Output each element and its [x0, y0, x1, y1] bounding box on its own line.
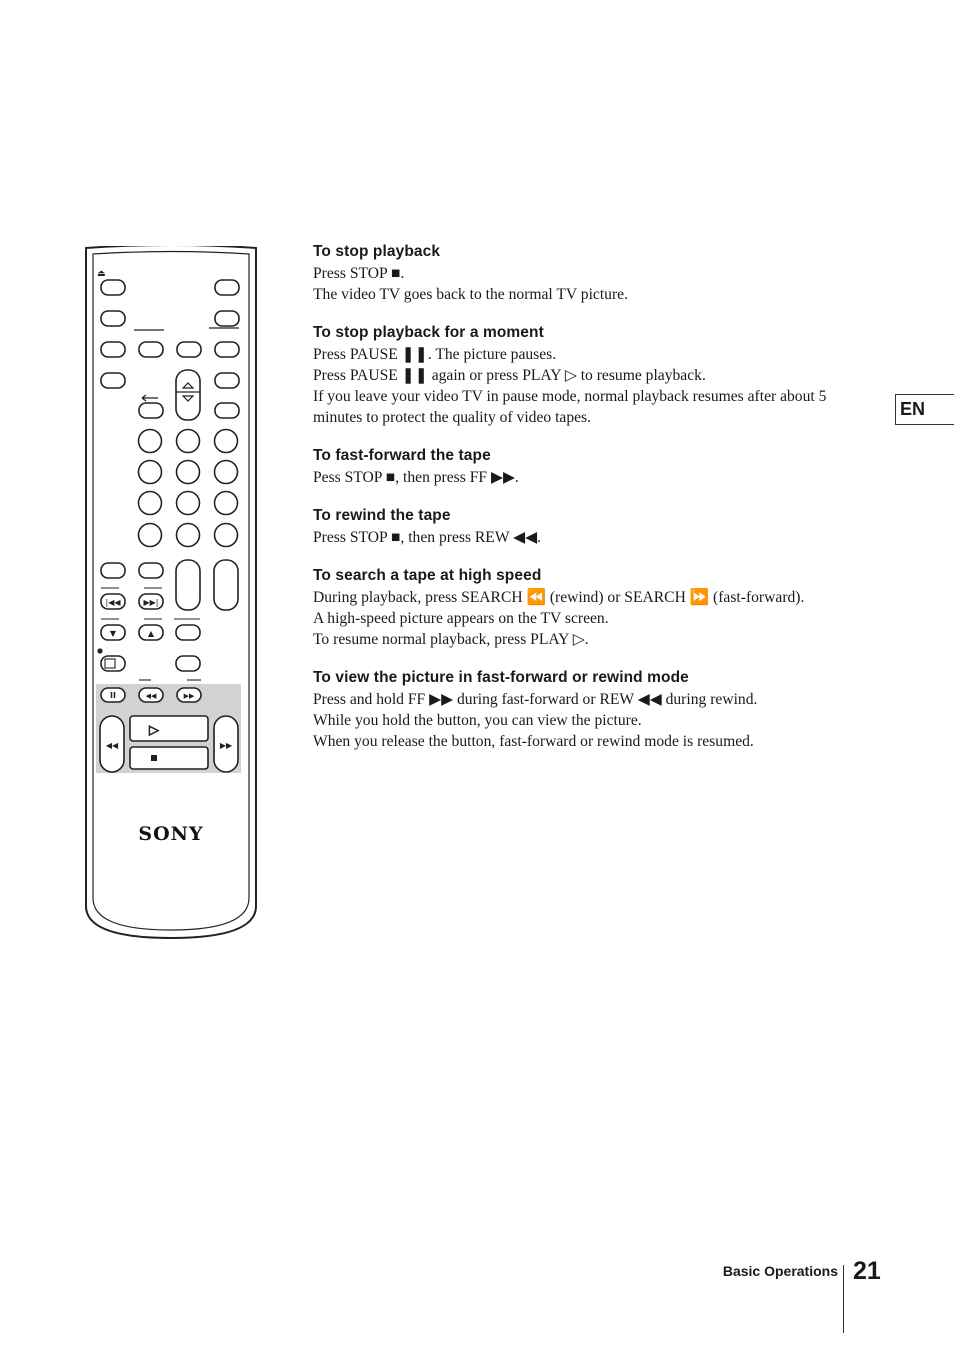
section-heading: To stop playback: [313, 243, 441, 260]
section-search: [313, 565, 853, 650]
svg-text:|◀◀: |◀◀: [105, 598, 121, 607]
section-heading: To stop playback for a moment: [313, 324, 544, 341]
language-tab-label: EN: [900, 399, 926, 419]
body-line: The video TV goes back to the normal TV picture.: [313, 286, 628, 303]
section-rewind: [313, 505, 853, 548]
remote-button-play: [130, 716, 208, 741]
sony-logo: SONY: [138, 823, 204, 845]
body-line: Pess STOP ■, then press FF ▶▶.: [313, 469, 519, 486]
instructions-column: [313, 241, 853, 769]
body-line: Press STOP ■.: [313, 265, 405, 282]
svg-text:▶▶|: ▶▶|: [143, 598, 159, 607]
remote-button-stop: [130, 747, 208, 769]
remote-button-eject: [101, 280, 125, 295]
svg-text:▲: ▲: [147, 629, 155, 638]
body-line: A high-speed picture appears on the TV screen.: [313, 610, 609, 627]
language-tab: [895, 394, 954, 425]
section-heading: To fast-forward the tape: [313, 447, 491, 464]
footer-divider: [843, 1265, 844, 1333]
section-pause-playback: [313, 322, 853, 428]
body-line: When you release the button, fast-forward or rewind mode is resumed.: [313, 733, 754, 750]
svg-text:▼: ▼: [109, 629, 117, 638]
page-number: 21: [853, 1257, 881, 1285]
section-view-picture: [313, 667, 853, 752]
body-line: During playback, press SEARCH ⏪ (rewind) or SEARCH ⏩ (fast-forward).: [313, 589, 805, 606]
eject-icon: ⏏: [97, 269, 106, 279]
body-line: While you hold the button, you can view the picture.: [313, 712, 642, 729]
section-heading: To search a tape at high speed: [313, 567, 542, 584]
remote-volume-rocker: [176, 560, 200, 610]
body-line: Press STOP ■, then press REW ◀◀.: [313, 529, 542, 546]
svg-text:II: II: [110, 691, 116, 700]
section-heading: To view the picture in fast-forward or rewind mode: [313, 669, 689, 686]
svg-text:▶▶: ▶▶: [219, 741, 233, 750]
section-fast-forward: [313, 445, 853, 488]
body-line: Press PAUSE ❚❚ again or press PLAY ▷ to resume playback.: [313, 367, 706, 384]
body-line: Press PAUSE ❚❚. The picture pauses.: [313, 346, 557, 363]
svg-text:▷: ▷: [149, 723, 159, 738]
remote-button-power: [215, 280, 239, 295]
svg-text:◀◀: ◀◀: [105, 741, 119, 750]
remote-control-illustration: [84, 246, 258, 940]
svg-text:◀◀: ◀◀: [145, 692, 157, 700]
section-stop-playback: [313, 241, 853, 305]
footer-section-title: Basic Operations: [722, 1263, 838, 1279]
remote-channel-rocker: [176, 370, 200, 420]
body-line: To resume normal playback, press PLAY ▷.: [313, 631, 589, 648]
svg-text:▶▶: ▶▶: [183, 692, 195, 700]
body-line: Press and hold FF ▶▶ during fast-forward or REW ◀◀ during rewind.: [313, 691, 758, 708]
body-line: If you leave your video TV in pause mode, normal playback resumes after about 5 minutes to protect the quality of video tapes.: [313, 388, 827, 426]
section-heading: To rewind the tape: [313, 507, 451, 524]
